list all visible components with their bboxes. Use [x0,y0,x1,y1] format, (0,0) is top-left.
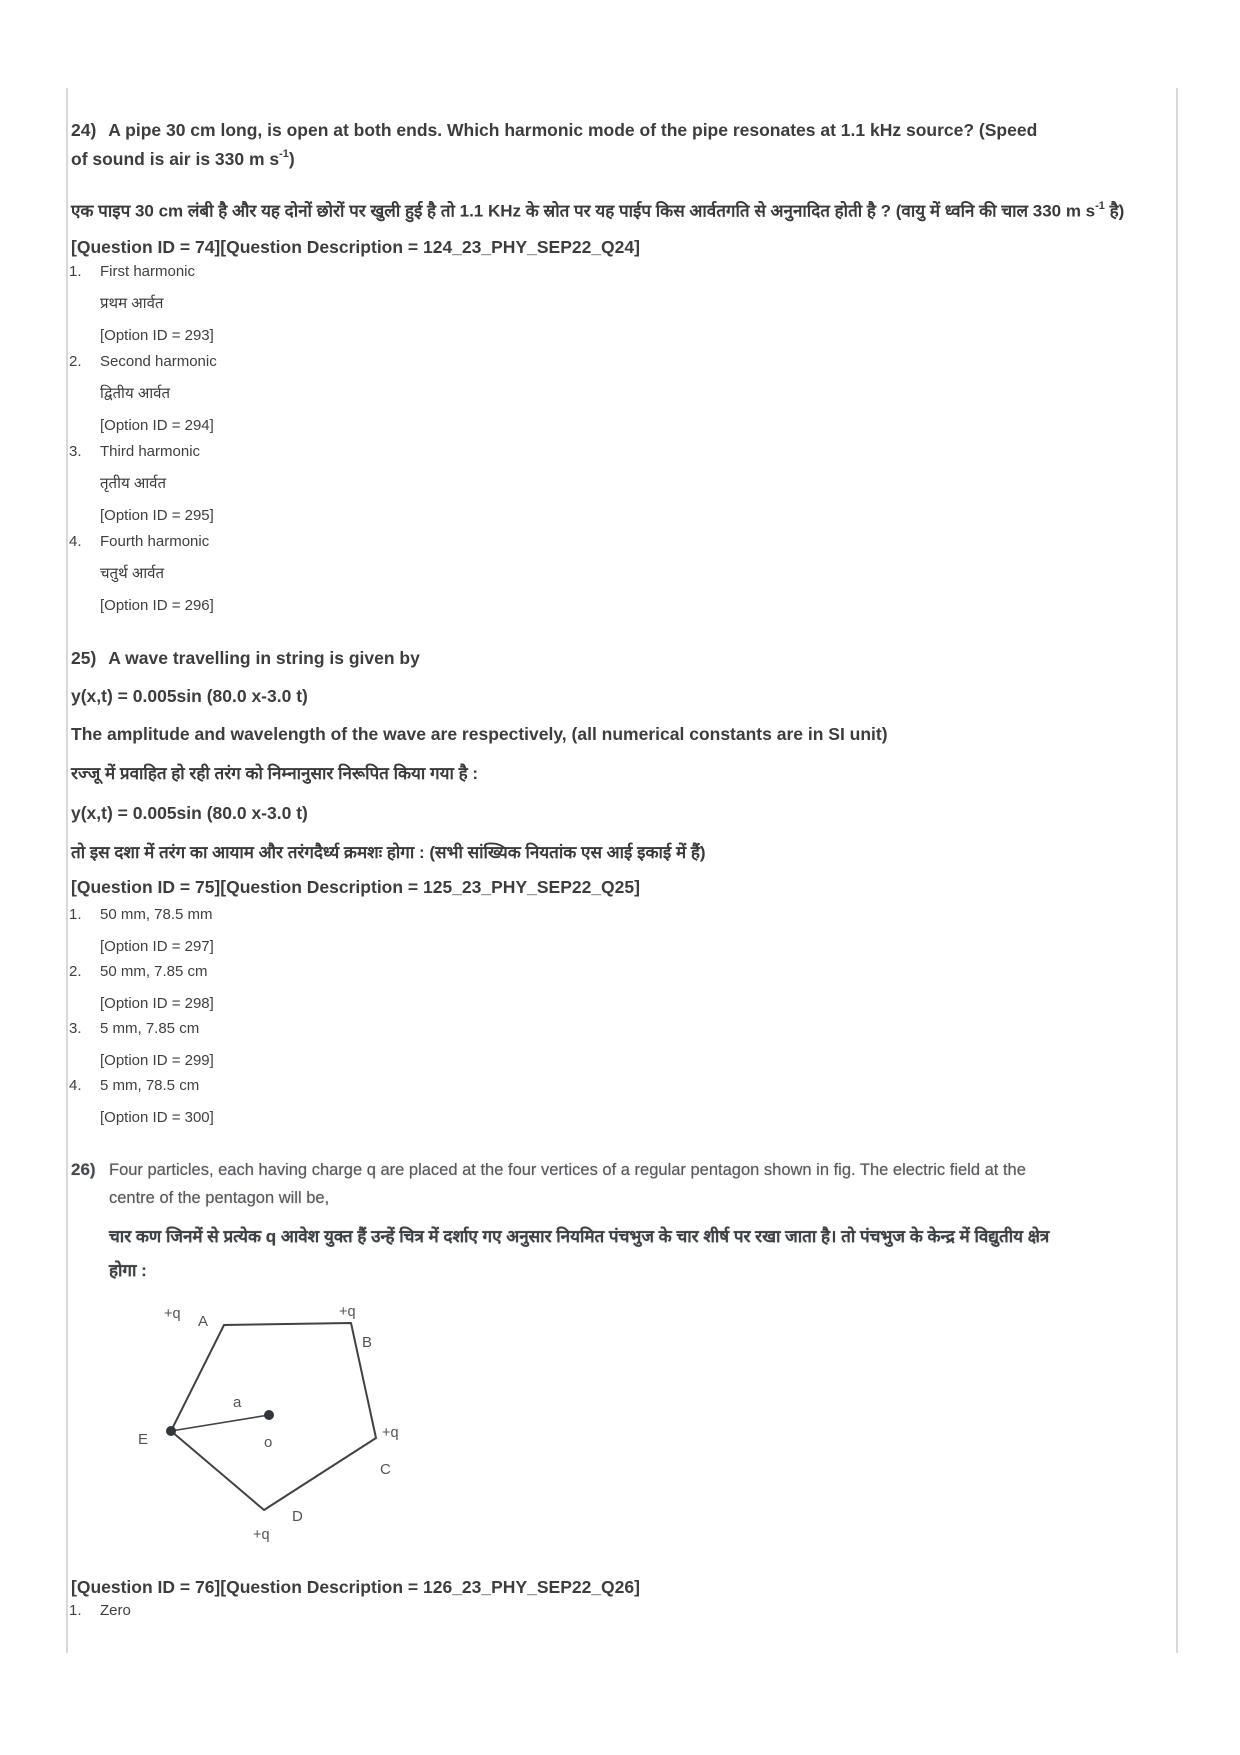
question-26-hi: चार कण जिनमें से प्रत्येक q आवेश युक्त हैं उन्हें चित्र में दर्शाए गए अनुसार नियमित पंचभुज के चार शीर्ष पर रखा जाता है। तो पंचभुज के केन्द्र में विद्युतीय क्षेत्र होगा : [109,1227,1050,1281]
vertex-label-b: B [362,1334,373,1352]
question-24-hi-tail: है) [1104,201,1125,221]
question-26 [71,1156,1166,1621]
option-id: [Option ID = 300] [100,1109,214,1127]
question-25-title [71,646,1166,671]
option-label-en: Zero [100,1602,131,1620]
option-number: 2. [69,963,82,981]
option-label-en: 50 mm, 78.5 mm [100,906,213,924]
option-label-en: 5 mm, 78.5 cm [100,1077,200,1095]
question-24-options [66,261,1166,616]
option-id: [Option ID = 298] [100,995,214,1013]
wave-equation: y(x,t) = 0.005sin (80.0 x-3.0 t) [71,686,308,707]
option-row [66,904,1166,957]
question-24-hi: एक पाइप 30 cm लंबी है और यह दोनों छोरों पर खुली हुई है तो 1.1 KHz के स्रोत पर यह पाईप किस आर्वतगति से अनुनादित होती है ? (वायु में ध्वनि की चाल 330 m s [71,201,1096,221]
option-row [66,961,1166,1014]
option-row [66,1600,1166,1621]
vertex-label-e: E [138,1431,149,1449]
option-id: [Option ID = 297] [100,938,214,956]
option-label-hi: तृतीय आर्वत [100,475,167,493]
charge-label-c: +q [382,1425,399,1442]
option-number: 1. [69,906,82,924]
option-row [66,531,1166,616]
option-number: 3. [69,1020,82,1038]
question-25-number: 25) [71,648,97,669]
option-row [66,441,1166,526]
option-number: 1. [69,1602,82,1620]
question-24-text-hi [71,192,1166,227]
charge-label-b: +q [339,1304,356,1321]
question-26-number: 26) [71,1160,96,1180]
option-label-hi: द्वितीय आर्वत [100,385,171,403]
option-number: 4. [69,1077,82,1095]
question-26-options [66,1600,1166,1621]
vertex-e-dot [166,1426,176,1436]
center-label: o [264,1434,273,1452]
option-number: 1. [69,263,82,281]
question-25 [71,646,1166,1128]
option-label-en: Fourth harmonic [100,533,210,551]
question-24-number: 24) [71,120,97,140]
question-24-text-en [71,118,1046,172]
option-row [66,351,1166,436]
option-id: [Option ID = 299] [100,1052,214,1070]
question-25-hi-1: रज्जू में प्रवाहित हो रही तरंग को निम्नानुसार निरूपित किया गया है : [71,764,478,784]
question-25-id-line: [Question ID = 75][Question Description = 125_23_PHY_SEP22_Q25] [71,877,640,898]
question-25-en: A wave travelling in string is given by [108,648,420,669]
radius-label: a [233,1394,242,1412]
option-id: [Option ID = 293] [100,327,214,345]
superscript: -1 [279,148,289,160]
option-label-en: 50 mm, 7.85 cm [100,963,208,981]
question-26-id-line: [Question ID = 76][Question Description = 126_23_PHY_SEP22_Q26] [71,1577,640,1598]
question-24 [71,118,1166,616]
question-paper-sheet [66,88,1178,1653]
pentagon-diagram [121,1288,441,1558]
wave-equation-hi: y(x,t) = 0.005sin (80.0 x-3.0 t) [71,803,308,824]
question-25-en-2: The amplitude and wavelength of the wave are respectively, (all numerical constants are in SI unit) [71,724,888,745]
charge-label-a: +q [164,1306,181,1323]
option-id: [Option ID = 296] [100,597,214,615]
question-26-en: Four particles, each having charge q are placed at the four vertices of a regular pentagon shown in fig. The electric field at the centre of the pentagon will be, [109,1161,1026,1208]
vertex-label-d: D [292,1508,303,1526]
option-label-hi: चतुर्थ आर्वत [100,565,165,583]
question-25-hi-2: तो इस दशा में तरंग का आयाम और तरंगदैर्ध्य क्रमशः होगा : (सभी सांख्यिक नियतांक एस आई इकाई में हैं) [71,843,706,863]
option-label-hi: प्रथम आर्वत [100,295,164,313]
option-row [66,1075,1166,1128]
vertex-label-c: C [380,1461,391,1479]
question-24-en-tail: ) [288,148,295,169]
option-row [66,261,1166,346]
charge-label-d: +q [253,1527,270,1544]
option-number: 2. [69,353,82,371]
question-24-id-line: [Question ID = 74][Question Description = 124_23_PHY_SEP22_Q24] [71,237,640,258]
superscript: -1 [1095,199,1105,212]
question-25-options [66,904,1166,1128]
option-label-en: First harmonic [100,263,196,281]
option-number: 3. [69,443,82,461]
option-id: [Option ID = 295] [100,507,214,525]
option-label-en: Third harmonic [100,443,201,461]
vertex-label-a: A [198,1313,209,1331]
option-label-en: Second harmonic [100,353,217,371]
center-dot [264,1410,274,1420]
option-label-en: 5 mm, 7.85 cm [100,1020,200,1038]
question-24-en: A pipe 30 cm long, is open at both ends. Which harmonic mode of the pipe resonates at 1.1 kHz source? (Speed of sound is air is 330 m s [71,120,1038,169]
option-row [66,1018,1166,1071]
radius-line [171,1415,269,1431]
option-number: 4. [69,533,82,551]
option-id: [Option ID = 294] [100,417,214,435]
